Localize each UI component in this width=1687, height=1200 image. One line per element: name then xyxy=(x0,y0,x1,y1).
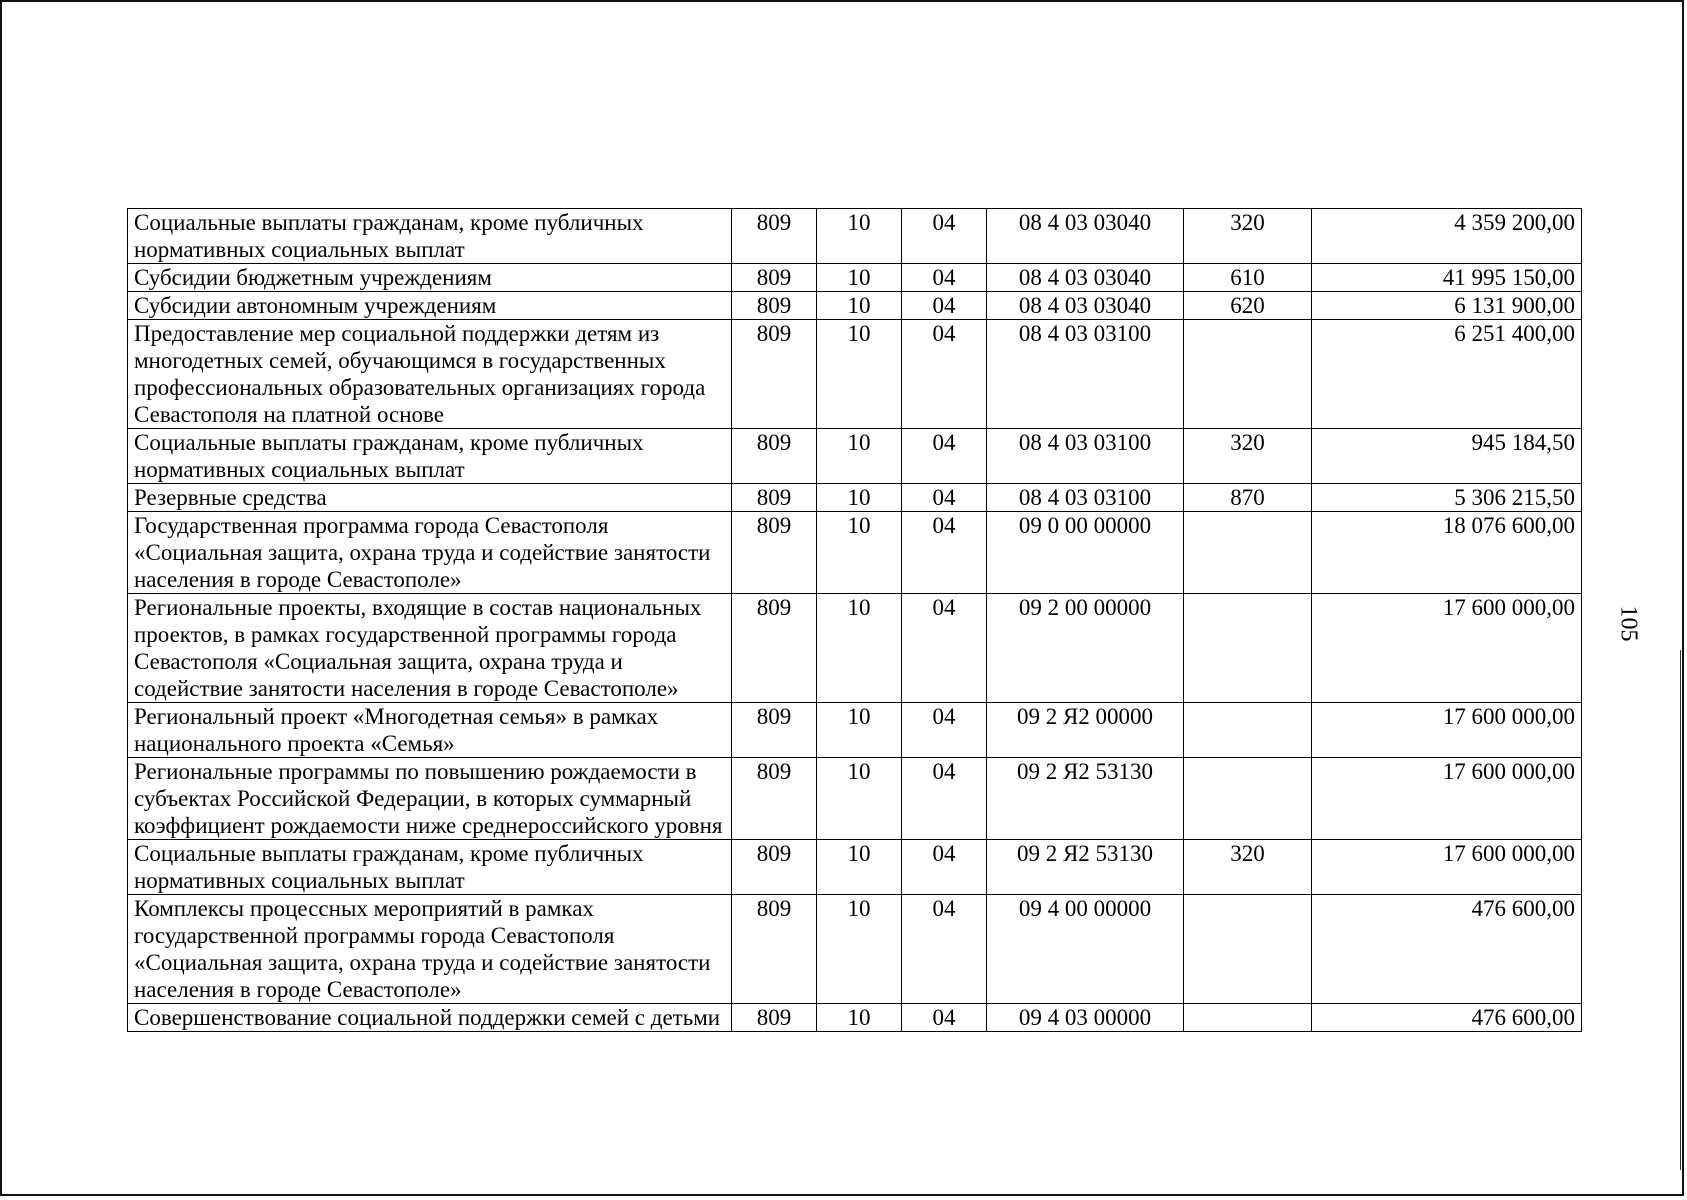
cell-ministry-code: 809 xyxy=(732,895,817,1004)
table-row xyxy=(128,758,1582,840)
cell-amount: 476 600,00 xyxy=(1312,1004,1582,1032)
cell-amount: 17 600 000,00 xyxy=(1312,594,1582,703)
cell-amount: 17 600 000,00 xyxy=(1312,703,1582,758)
cell-ministry-code: 809 xyxy=(732,594,817,703)
cell-amount: 17 600 000,00 xyxy=(1312,758,1582,840)
cell-section: 10 xyxy=(817,209,902,264)
table-row xyxy=(128,484,1582,512)
cell-subsection: 04 xyxy=(902,840,987,895)
cell-expense-type: 320 xyxy=(1184,429,1312,484)
cell-name: Субсидии бюджетным учреждениям xyxy=(128,264,732,292)
cell-expense-type: 870 xyxy=(1184,484,1312,512)
cell-ministry-code: 809 xyxy=(732,1004,817,1032)
cell-amount: 4 359 200,00 xyxy=(1312,209,1582,264)
cell-expense-type: 320 xyxy=(1184,209,1312,264)
cell-subsection: 04 xyxy=(902,209,987,264)
cell-section: 10 xyxy=(817,264,902,292)
cell-subsection: 04 xyxy=(902,512,987,594)
cell-amount: 5 306 215,50 xyxy=(1312,484,1582,512)
cell-expense-type: 610 xyxy=(1184,264,1312,292)
cell-expense-type xyxy=(1184,703,1312,758)
cell-amount: 945 184,50 xyxy=(1312,429,1582,484)
cell-subsection: 04 xyxy=(902,320,987,429)
cell-expense-type xyxy=(1184,758,1312,840)
cell-expense-type xyxy=(1184,320,1312,429)
cell-expense-type: 320 xyxy=(1184,840,1312,895)
cell-expense-type: 620 xyxy=(1184,292,1312,320)
cell-name: Социальные выплаты гражданам, кроме публичных нормативных социальных выплат xyxy=(128,429,732,484)
cell-ministry-code: 809 xyxy=(732,209,817,264)
cell-subsection: 04 xyxy=(902,1004,987,1032)
page-number: 105 xyxy=(1615,605,1642,642)
cell-amount: 41 995 150,00 xyxy=(1312,264,1582,292)
cell-amount: 17 600 000,00 xyxy=(1312,840,1582,895)
cell-name: Социальные выплаты гражданам, кроме публичных нормативных социальных выплат xyxy=(128,840,732,895)
cell-target-article: 09 0 00 00000 xyxy=(987,512,1184,594)
budget-table xyxy=(127,208,1582,1032)
cell-target-article: 08 4 03 03040 xyxy=(987,209,1184,264)
cell-section: 10 xyxy=(817,484,902,512)
table-row xyxy=(128,703,1582,758)
cell-subsection: 04 xyxy=(902,703,987,758)
cell-subsection: 04 xyxy=(902,264,987,292)
cell-ministry-code: 809 xyxy=(732,320,817,429)
table-row xyxy=(128,264,1582,292)
cell-subsection: 04 xyxy=(902,758,987,840)
cell-name: Комплексы процессных мероприятий в рамках государственной программы города Севастополя «Социальная защита, охрана труда и содействие занятости населения в городе Севастополе» xyxy=(128,895,732,1004)
cell-section: 10 xyxy=(817,1004,902,1032)
cell-ministry-code: 809 xyxy=(732,512,817,594)
cell-target-article: 08 4 03 03100 xyxy=(987,484,1184,512)
cell-section: 10 xyxy=(817,703,902,758)
cell-subsection: 04 xyxy=(902,429,987,484)
table-row xyxy=(128,209,1582,264)
table-row xyxy=(128,512,1582,594)
cell-amount: 18 076 600,00 xyxy=(1312,512,1582,594)
cell-ministry-code: 809 xyxy=(732,840,817,895)
cell-section: 10 xyxy=(817,320,902,429)
cell-expense-type xyxy=(1184,1004,1312,1032)
cell-amount: 476 600,00 xyxy=(1312,895,1582,1004)
cell-ministry-code: 809 xyxy=(732,264,817,292)
cell-subsection: 04 xyxy=(902,292,987,320)
cell-amount: 6 251 400,00 xyxy=(1312,320,1582,429)
cell-name: Резервные средства xyxy=(128,484,732,512)
cell-subsection: 04 xyxy=(902,594,987,703)
table-row xyxy=(128,895,1582,1004)
cell-target-article: 09 4 00 00000 xyxy=(987,895,1184,1004)
cell-expense-type xyxy=(1184,594,1312,703)
cell-target-article: 09 4 03 00000 xyxy=(987,1004,1184,1032)
cell-target-article: 08 4 03 03100 xyxy=(987,320,1184,429)
cell-name: Предоставление мер социальной поддержки детям из многодетных семей, обучающимся в государственных профессиональных образовательных организациях города Севастополя на платной основе xyxy=(128,320,732,429)
cell-target-article: 09 2 Я2 53130 xyxy=(987,840,1184,895)
cell-ministry-code: 809 xyxy=(732,429,817,484)
cell-target-article: 09 2 00 00000 xyxy=(987,594,1184,703)
cell-section: 10 xyxy=(817,292,902,320)
cell-section: 10 xyxy=(817,512,902,594)
table-row xyxy=(128,429,1582,484)
cell-section: 10 xyxy=(817,840,902,895)
cell-name: Совершенствование социальной поддержки семей с детьми xyxy=(128,1004,732,1032)
cell-ministry-code: 809 xyxy=(732,484,817,512)
cell-expense-type xyxy=(1184,512,1312,594)
cell-name: Субсидии автономным учреждениям xyxy=(128,292,732,320)
cell-section: 10 xyxy=(817,594,902,703)
table-row xyxy=(128,1004,1582,1032)
cell-name: Региональные проекты, входящие в состав национальных проектов, в рамках государственной программы города Севастополя «Социальная защита, охрана труда и содействие занятости населения в городе Севастополе» xyxy=(128,594,732,703)
cell-ministry-code: 809 xyxy=(732,703,817,758)
cell-name: Региональные программы по повышению рождаемости в субъектах Российской Федерации, в которых суммарный коэффициент рождаемости ниже среднероссийского уровня xyxy=(128,758,732,840)
cell-amount: 6 131 900,00 xyxy=(1312,292,1582,320)
cell-expense-type xyxy=(1184,895,1312,1004)
table-row xyxy=(128,320,1582,429)
cell-target-article: 08 4 03 03040 xyxy=(987,292,1184,320)
cell-name: Государственная программа города Севастополя «Социальная защита, охрана труда и содействие занятости населения в городе Севастополе» xyxy=(128,512,732,594)
cell-target-article: 08 4 03 03040 xyxy=(987,264,1184,292)
cell-name: Социальные выплаты гражданам, кроме публичных нормативных социальных выплат xyxy=(128,209,732,264)
cell-subsection: 04 xyxy=(902,484,987,512)
cell-section: 10 xyxy=(817,758,902,840)
cell-subsection: 04 xyxy=(902,895,987,1004)
table-row xyxy=(128,594,1582,703)
cell-ministry-code: 809 xyxy=(732,758,817,840)
budget-table-body xyxy=(128,209,1582,1032)
cell-section: 10 xyxy=(817,429,902,484)
cell-target-article: 09 2 Я2 00000 xyxy=(987,703,1184,758)
table-row xyxy=(128,292,1582,320)
cell-section: 10 xyxy=(817,895,902,1004)
cell-target-article: 09 2 Я2 53130 xyxy=(987,758,1184,840)
scan-edge-line xyxy=(1680,650,1681,1170)
cell-name: Региональный проект «Многодетная семья» в рамках национального проекта «Семья» xyxy=(128,703,732,758)
table-row xyxy=(128,840,1582,895)
cell-ministry-code: 809 xyxy=(732,292,817,320)
cell-target-article: 08 4 03 03100 xyxy=(987,429,1184,484)
